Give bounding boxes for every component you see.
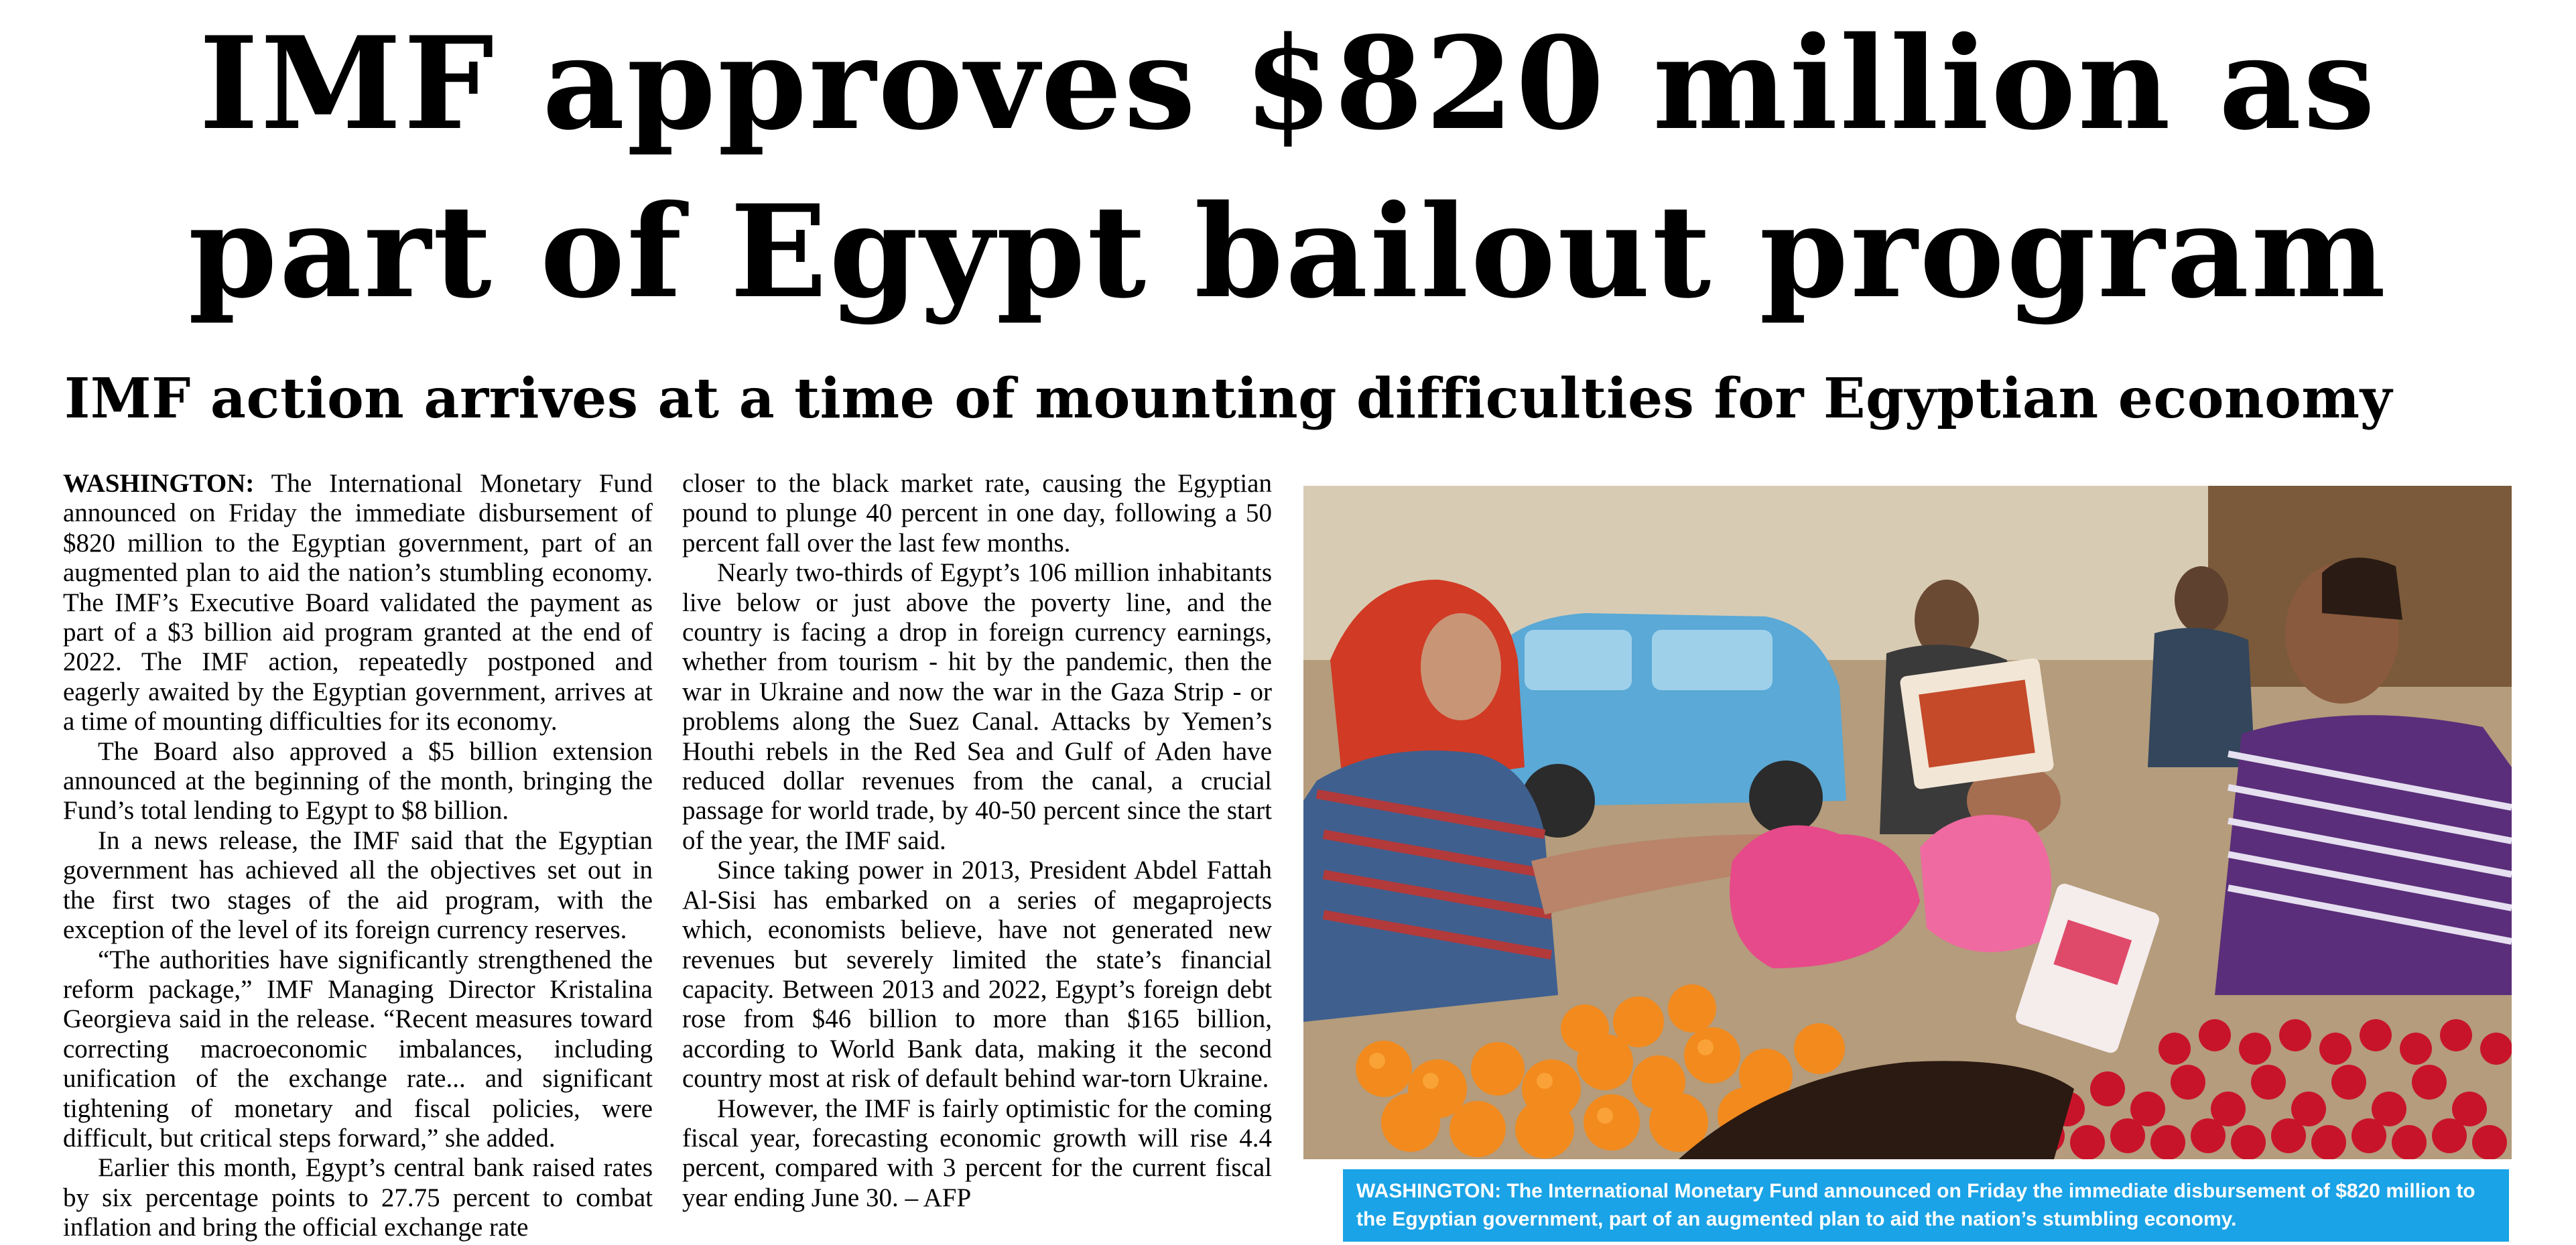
article-paragraph: closer to the black market rate, causing the Egyptian pound to plunge 40 percent in one day, following a 50 percent fall over the last few months.: [682, 469, 1272, 558]
headline-line-1: IMF approves $820 million as: [198, 9, 2378, 158]
headline-line-2: part of Egypt bailout program: [188, 176, 2388, 326]
article-paragraph: Since taking power in 2013, President Abdel Fattah Al-Sisi has embarked on a series of megaprojects which, economists believe, have not generated new revenues but severely limited the state’s financial capacity. Between 2013 and 2022, Egypt’s foreign debt rose from $46 billion to more than $165 billion, according to World Bank data, making it the second country most at risk of default behind war-torn Ukraine.: [682, 856, 1272, 1094]
article-paragraph: [63, 469, 653, 737]
article-paragraph: Nearly two-thirds of Egypt’s 106 million inhabitants live below or just above the poverty line, and the country is facing a drop in foreign currency earnings, whether from tourism - hit by the pandemic, then the war in Ukraine and now the war in the Gaza Strip - or problems along the Suez Canal. Attacks by Yemen’s Houthi rebels in the Red Sea and Gulf of Aden have reduced dollar revenues from the canal, a crucial passage for world trade, by 40-50 percent since the start of the year, the IMF said.: [682, 558, 1272, 855]
article-paragraph: Earlier this month, Egypt’s central bank raised rates by six percentage points to 27.75 percent to combat inflation and bring the official exchange rate: [63, 1153, 653, 1242]
article-paragraph: In a news release, the IMF said that the Egyptian government has achieved all the objectives set out in the first two stages of the aid program, with the exception of the level of its foreign currency reserves.: [63, 826, 653, 945]
headline: [0, 0, 2576, 336]
article-paragraph: However, the IMF is fairly optimistic for the coming fiscal year, forecasting economic growth will rise 4.4 percent, compared with 3 percent for the current fiscal year ending June 30. – AFP: [682, 1094, 1272, 1212]
news-photo: [1303, 486, 2512, 1159]
market-scene-illustration: [1303, 486, 2512, 1159]
article-paragraph: The Board also approved a $5 billion extension announced at the beginning of the month, bringing the Fund’s total lending to Egypt to $8 billion.: [63, 736, 653, 826]
article-column-1: [63, 469, 653, 1243]
photo-caption: WASHINGTON: The International Monetary Fund announced on Friday the immediate disbursement of $820 million to the Egyptian government, part of an augmented plan to aid the nation’s stumbling economy.: [1343, 1169, 2509, 1242]
article-column-2: [682, 469, 1272, 1213]
subheadline: IMF action arrives at a time of mounting difficulties for Egyptian economy: [64, 367, 2392, 431]
paragraph-text: The International Monetary Fund announced on Friday the immediate disbursement of $820 million to the Egyptian government, part of an augmented plan to aid the nation’s stumbling economy. The IMF’s Executive Board validated the payment as part of a $3 billion aid program granted at the end of 2022. The IMF action, repeatedly postponed and eagerly awaited by the Egyptian government, arrives at a time of mounting difficulties for its economy.: [63, 469, 653, 736]
article-paragraph: “The authorities have significantly strengthened the reform package,” IMF Managing Director Kristalina Georgieva said in the release. “Recent measures toward correcting macroeconomic imbalances, including unification of the exchange rate... and significant tightening of monetary and fiscal policies, were difficult, but critical steps forward,” she added.: [63, 945, 653, 1153]
dateline: WASHINGTON:: [63, 469, 255, 498]
